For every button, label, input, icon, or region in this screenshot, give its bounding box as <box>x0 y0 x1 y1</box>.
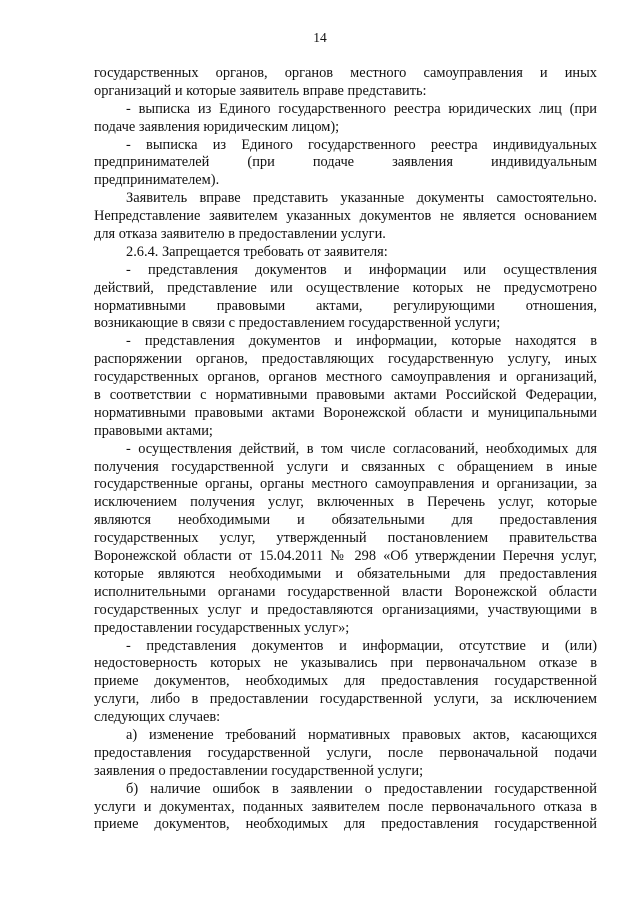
text-line: организаций и которые заявитель вправе представить: <box>94 82 427 99</box>
text-line: получения государственной услуги и связанных с обращением в иные <box>94 458 597 475</box>
text-line: - выписка из Единого государственного реестра индивидуальных <box>126 136 597 153</box>
text-line: являются необходимыми и обязательными для предоставления <box>94 512 597 529</box>
text-line: государственных органов, органов местного самоуправления и иных <box>94 65 597 81</box>
text-line: недостоверность которых не указывались при первоначальном отказе в <box>94 655 597 672</box>
paragraph <box>94 101 597 137</box>
text-line: - выписка из Единого государственного реестра юридических лиц (при <box>126 100 597 117</box>
paragraph <box>94 137 597 191</box>
text-line: предпринимателей (при подаче заявления индивидуальным <box>94 154 597 171</box>
text-line: подаче заявления юридическим лицом); <box>94 118 340 135</box>
text-line: а) изменение требований нормативных правовых актов, касающихся <box>126 726 597 743</box>
text-line: нормативными правовыми актами, регулирующими отношения, <box>94 297 597 314</box>
text-line: действий, представление или осуществление которых не предусмотрено <box>94 279 597 296</box>
paragraph <box>94 190 597 244</box>
text-line: государственных услуг, утвержденный постановлением правительства <box>94 530 597 547</box>
text-line: государственных услуг и предоставляются организациями, участвующими в <box>94 601 597 618</box>
paragraph <box>94 65 597 101</box>
text-line: предоставления государственной услуги, после первоначальной подачи <box>94 744 597 761</box>
text-line: государственные органы, органы местного самоуправления и организации, за <box>94 476 597 493</box>
text-line: правовыми актами; <box>94 422 213 439</box>
text-line: Непредставление заявителем указанных документов не является основанием <box>94 208 597 225</box>
text-line: заявления о предоставлении государственной услуги; <box>94 762 424 779</box>
paragraph <box>94 262 597 334</box>
text-line: 2.6.4. Запрещается требовать от заявителя: <box>126 243 388 260</box>
paragraph <box>94 244 597 262</box>
text-line: в соответствии с нормативными правовыми актами Российской Федерации, <box>94 387 597 404</box>
document-body <box>94 65 597 834</box>
paragraph <box>94 638 597 727</box>
text-line: следующих случаев: <box>94 709 221 726</box>
text-line: - представления документов и информации или осуществления <box>126 261 597 278</box>
text-line: - осуществления действий, в том числе согласований, необходимых для <box>126 440 597 457</box>
text-line: возникающие в связи с предоставлением государственной услуги; <box>94 315 501 332</box>
paragraph <box>94 781 597 835</box>
text-line: Заявитель вправе представить указанные документы самостоятельно. <box>126 190 597 207</box>
text-line: которые являются необходимыми и обязательными для предоставления <box>94 565 597 582</box>
text-line: б) наличие ошибок в заявлении о предоставлении государственной <box>126 780 597 797</box>
text-line: - представления документов и информации, которые находятся в <box>126 333 597 350</box>
paragraph <box>94 333 597 440</box>
text-line: предпринимателем). <box>94 172 220 189</box>
text-line: государственных органов, органов местного самоуправления и организаций, <box>94 369 597 386</box>
text-line: исключением получения услуг, включенных в Перечень услуг, которые <box>94 494 597 511</box>
text-line: услуги, либо в предоставлении государственной услуги, за исключением <box>94 691 597 708</box>
paragraph <box>94 441 597 638</box>
text-line: нормативными правовыми актами Воронежской области и муниципальными <box>94 404 597 421</box>
text-line: - представления документов и информации, отсутствие и (или) <box>126 637 597 654</box>
text-line: Воронежской области от 15.04.2011 № 298 «Об утверждении Перечня услуг, <box>94 548 597 565</box>
text-line: исполнительными органами государственной власти Воронежской области <box>94 583 597 600</box>
text-line: предоставлении государственных услуг»; <box>94 619 350 636</box>
text-line: распоряжении органов, предоставляющих государственную услугу, иных <box>94 351 597 368</box>
paragraph <box>94 727 597 781</box>
text-line: для отказа заявителю в предоставлении услуги. <box>94 226 386 243</box>
text-line: приеме документов, необходимых для предоставления государственной <box>94 816 597 833</box>
page-number: 14 <box>313 30 327 45</box>
text-line: услуги и документах, поданных заявителем после первоначального отказа в <box>94 798 597 815</box>
text-line: приеме документов, необходимых для предоставления государственной <box>94 673 597 690</box>
